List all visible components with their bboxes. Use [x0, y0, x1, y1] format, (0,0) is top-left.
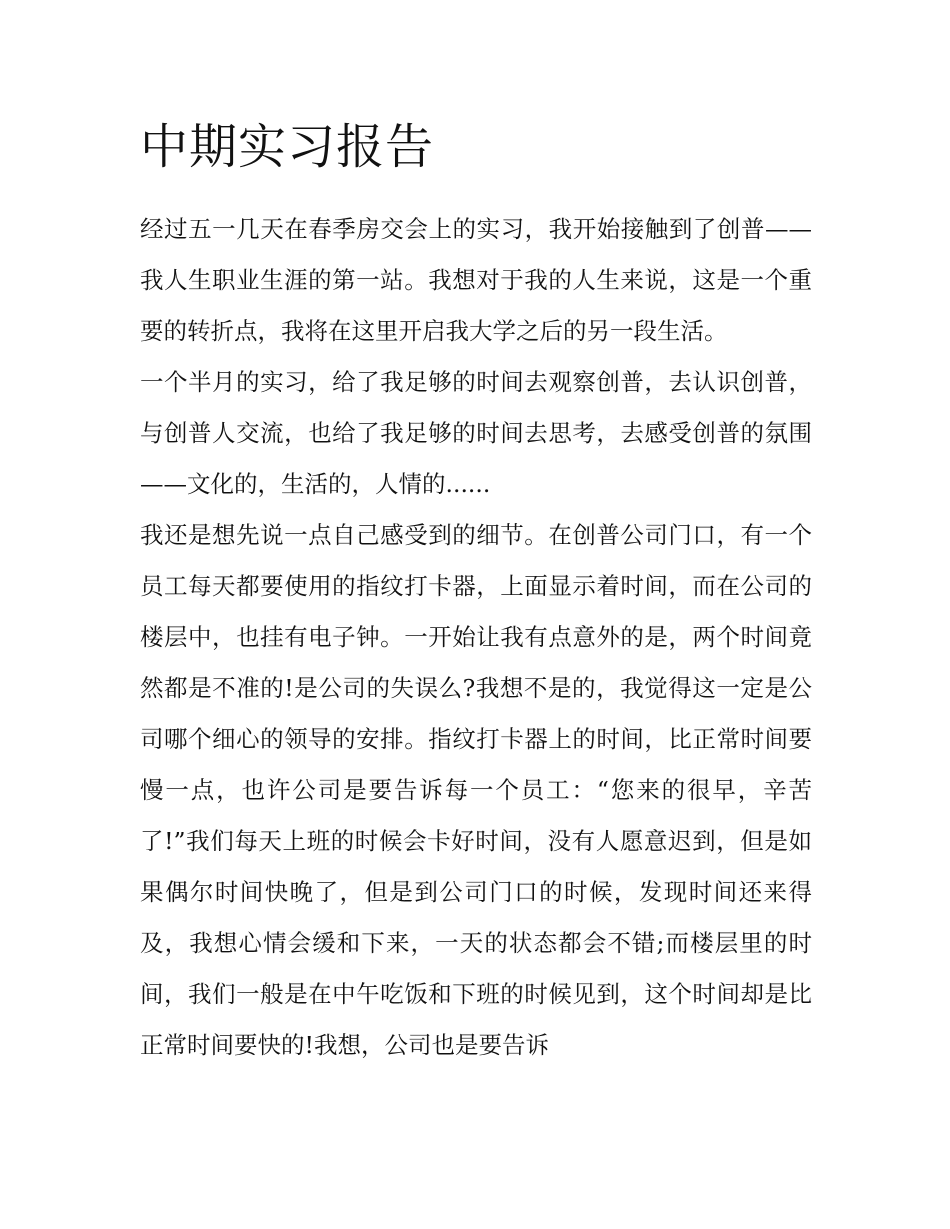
paragraph-1: 经过五一几天在春季房交会上的实习，我开始接触到了创普——我人生职业生涯的第一站。我想对于我的人生来说，这是一个重要的转折点，我将在这里开启我大学之后的另一段生活。: [140, 215, 812, 345]
document-title: 中期实习报告: [140, 119, 435, 175]
document-body: [140, 112, 812, 1071]
paragraph-2: 一个半月的实习，给了我足够的时间去观察创普，去认识创普，与创普人交流，也给了我足够的时间去思考，去感受创普的氛围——文化的，生活的，人情的......: [140, 368, 812, 498]
paragraph-3: 我还是想先说一点自己感受到的细节。在创普公司门口，有一个员工每天都要使用的指纹打卡器，上面显示着时间，而在公司的楼层中，也挂有电子钟。一开始让我有点意外的是，两个时间竟然都是不准的!是公司的失误么?我想不是的，我觉得这一定是公司哪个细心的领导的安排。指纹打卡器上的时间，比正常时间要慢一点，也许公司是要告诉每一个员工：“您来的很早，辛苦了!”我们每天上班的时候会卡好时间，没有人愿意迟到，但是如果偶尔时间快晚了，但是到公司门口的时候，发现时间还来得及，我想心情会缓和下来，一天的状态都会不错;而楼层里的时间，我们一般是在中午吃饭和下班的时候见到，这个时间却是比正常时间要快的!我想，公司也是要告诉: [140, 521, 812, 1059]
